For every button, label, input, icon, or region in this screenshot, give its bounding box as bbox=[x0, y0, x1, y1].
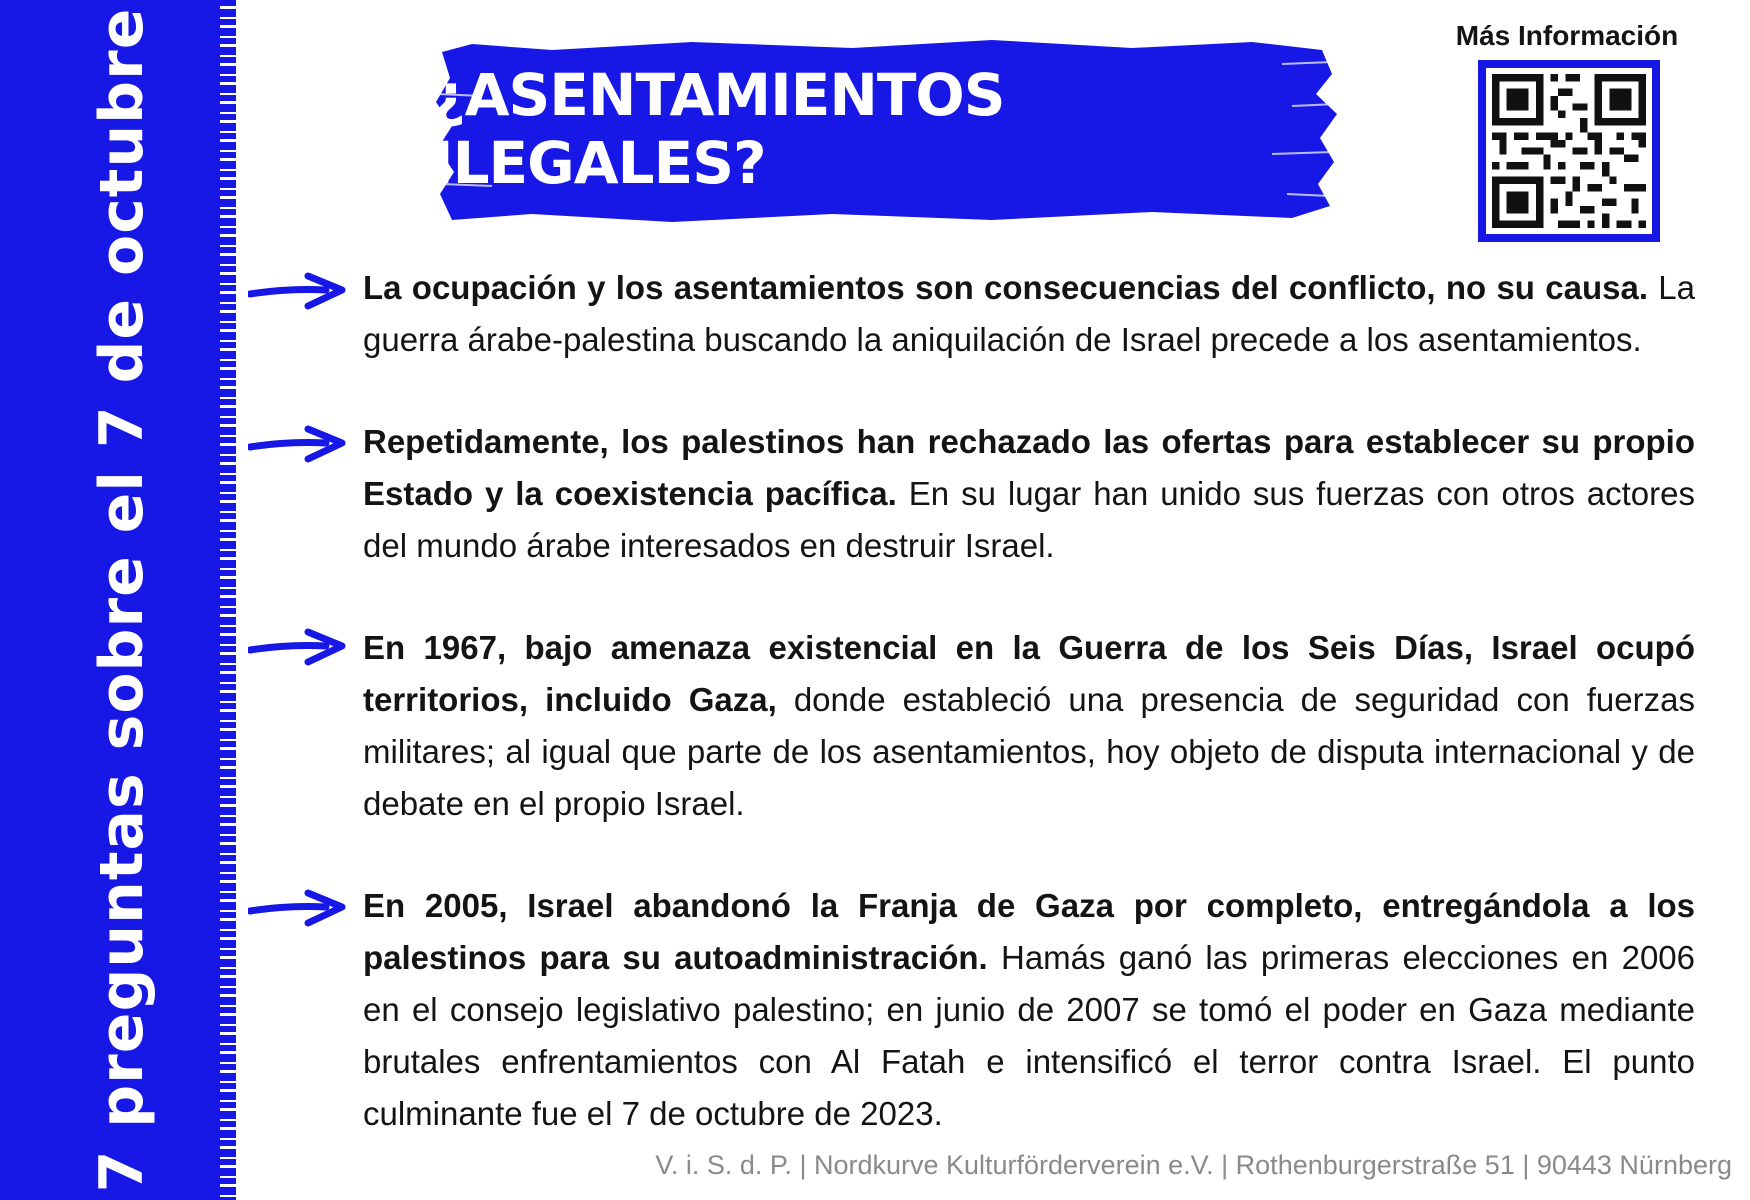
item-lead: En 2005, Israel abandonó la Franja de Gaza por completo, entregándola a los palestinos para su autoadministración. bbox=[363, 887, 1695, 976]
list-item bbox=[363, 262, 1695, 366]
item-body: donde estableció una presencia de seguridad con fuerzas militares; al igual que parte de los asentamientos, hoy objeto de disputa internacional y de debate en el propio Israel. bbox=[363, 681, 1695, 822]
item-lead: En 1967, bajo amenaza existencial en la Guerra de los Seis Días, Israel ocupó territorios, incluido Gaza, bbox=[363, 629, 1695, 718]
arrow-icon bbox=[248, 423, 348, 463]
item-body: La guerra árabe-palestina buscando la aniquilación de Israel precede a los asentamientos. bbox=[363, 269, 1695, 358]
side-title: 7 preguntas sobre el 7 de octubre bbox=[87, 7, 157, 1193]
item-body: Hamás ganó las primeras elecciones en 2006 en el consejo legislativo palestino; en junio de 2007 se tomó el poder en Gaza mediante brutales enfrentamientos con Al Fatah e intensificó el terror contra Israel. El punto culminante fue el 7 de octubre de 2023. bbox=[363, 939, 1695, 1132]
sidebar-brush-edge bbox=[220, 0, 236, 1200]
footer-imprint: V. i. S. d. P. | Nordkurve Kulturförderverein e.V. | Rothenburgerstraße 51 | 90443 Nürnberg bbox=[655, 1150, 1732, 1180]
item-lead: La ocupación y los asentamientos son consecuencias del conflicto, no su causa. bbox=[363, 269, 1648, 306]
qr-code-icon[interactable] bbox=[1492, 74, 1646, 228]
list-item bbox=[363, 622, 1695, 830]
title-banner bbox=[432, 34, 1342, 224]
item-lead: Repetidamente, los palestinos han rechazado las ofertas para establecer su propio Estado y la coexistencia pacífica. bbox=[363, 423, 1695, 512]
list-item bbox=[363, 880, 1695, 1140]
list-item bbox=[363, 416, 1695, 572]
banner-title: ¿ASENTAMIENTOS ILEGALES? bbox=[432, 61, 1005, 197]
item-body: En su lugar han unido sus fuerzas con otros actores del mundo árabe interesados en destruir Israel. bbox=[363, 475, 1695, 564]
qr-label: Más Información bbox=[1455, 20, 1679, 51]
arrow-icon bbox=[248, 887, 348, 927]
arrow-icon bbox=[248, 270, 348, 310]
qr-code-frame[interactable] bbox=[1478, 60, 1660, 242]
arrow-icon bbox=[248, 626, 348, 666]
